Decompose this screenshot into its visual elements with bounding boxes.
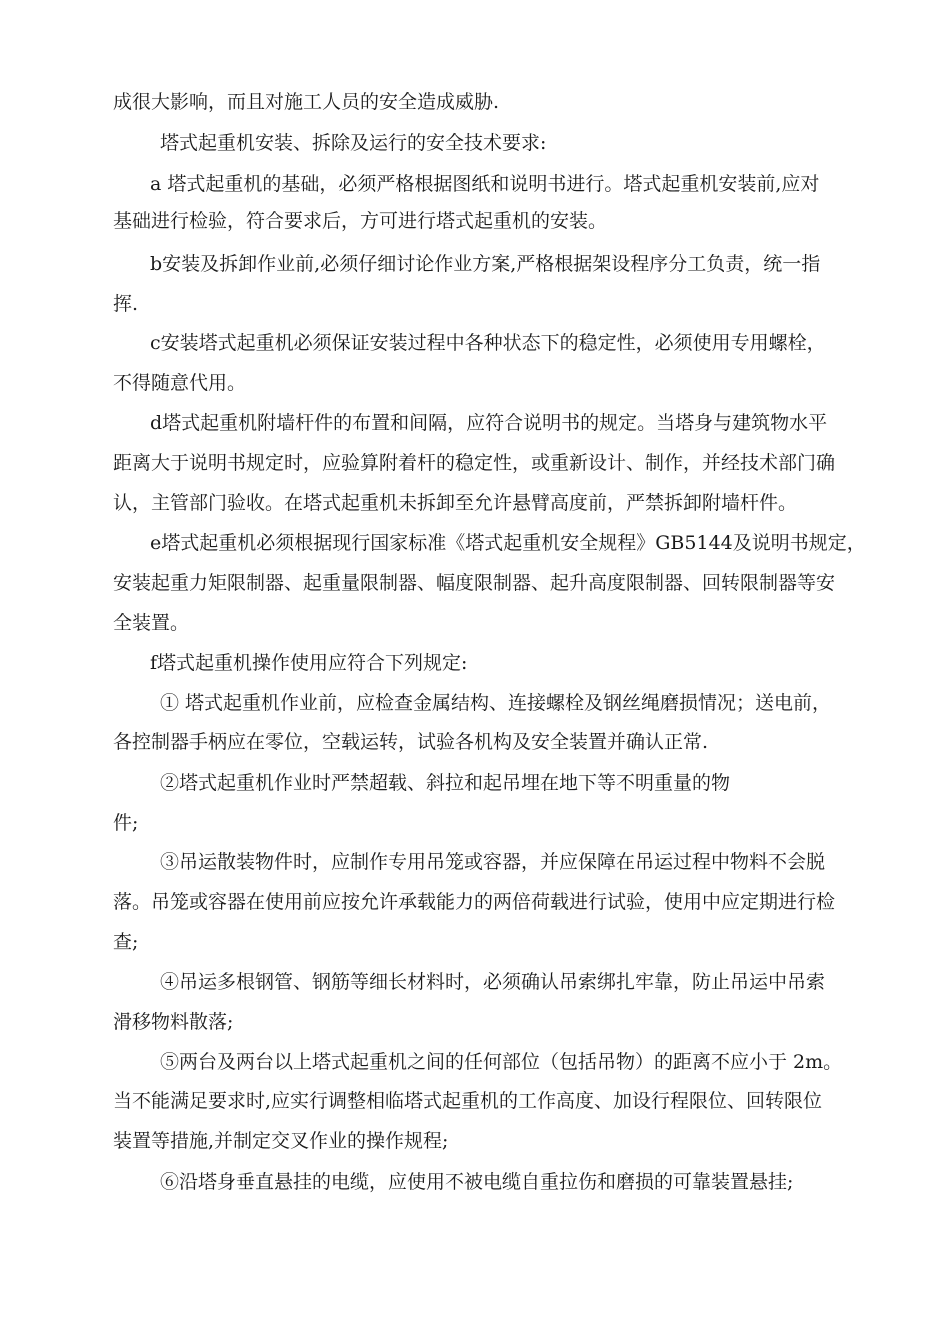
- text-line: 查;: [113, 931, 139, 953]
- text-line: 不得随意代用。: [113, 372, 247, 394]
- text-line: c安装塔式起重机必须保证安装过程中各种状态下的稳定性，必须使用专用螺栓，: [150, 332, 826, 354]
- text-line: a 塔式起重机的基础，必须严格根据图纸和说明书进行。塔式起重机安装前,应对: [150, 173, 820, 195]
- text-line: 安装起重力矩限制器、起重量限制器、幅度限制器、起升高度限制器、回转限制器等安: [113, 572, 836, 594]
- text-line: 当不能满足要求时,应实行调整相临塔式起重机的工作高度、加设行程限位、回转限位: [113, 1090, 823, 1112]
- text-line: f塔式起重机操作使用应符合下列规定:: [150, 652, 468, 674]
- text-line: 全装置。: [113, 612, 190, 634]
- text-line: 基础进行检验，符合要求后，方可进行塔式起重机的安装。: [113, 210, 608, 232]
- text-line: ① 塔式起重机作业前，应检查金属结构、连接螺栓及钢丝绳磨损情况；送电前，: [160, 692, 832, 714]
- text-line: 件;: [113, 812, 139, 834]
- text-line: b安装及拆卸作业前,必须仔细讨论作业方案,严格根据架设程序分工负责，统一指: [150, 253, 821, 275]
- text-line: 挥.: [113, 293, 139, 315]
- text-line: 各控制器手柄应在零位，空载运转，试验各机构及安全装置并确认正常.: [113, 731, 709, 753]
- text-line: d塔式起重机附墙杆件的布置和间隔，应符合说明书的规定。当塔身与建筑物水平: [150, 412, 828, 434]
- text-line: ⑤两台及两台以上塔式起重机之间的任何部位（包括吊物）的距离不应小于 2m。: [160, 1051, 843, 1073]
- text-line: 成很大影响，而且对施工人员的安全造成威胁.: [113, 91, 500, 113]
- text-line: 装置等措施,并制定交叉作业的操作规程;: [113, 1130, 449, 1152]
- text-line: ③吊运散装物件时，应制作专用吊笼或容器，并应保障在吊运过程中物料不会脱: [160, 851, 826, 873]
- text-line: 认，主管部门验收。在塔式起重机未拆卸至允许悬臂高度前，严禁拆卸附墙杆件。: [113, 492, 798, 514]
- text-line: 距离大于说明书规定时，应验算附着杆的稳定性，或重新设计、制作，并经技术部门确: [113, 452, 836, 474]
- text-line: ④吊运多根钢管、钢筋等细长材料时，必须确认吊索绑扎牢靠，防止吊运中吊索: [160, 971, 826, 993]
- text-line: 落。吊笼或容器在使用前应按允许承载能力的两倍荷载进行试验，使用中应定期进行检: [113, 891, 836, 913]
- text-line: ⑥沿塔身垂直悬挂的电缆，应使用不被电缆自重拉伤和磨损的可靠装置悬挂;: [160, 1171, 794, 1193]
- text-line: 滑移物料散落;: [113, 1011, 234, 1033]
- text-line: e塔式起重机必须根据现行国家标准《塔式起重机安全规程》GB5144及说明书规定，: [150, 532, 866, 554]
- section-heading: 塔式起重机安装、拆除及运行的安全技术要求:: [160, 132, 547, 154]
- text-line: ②塔式起重机作业时严禁超载、斜拉和起吊埋在地下等不明重量的物: [160, 772, 731, 794]
